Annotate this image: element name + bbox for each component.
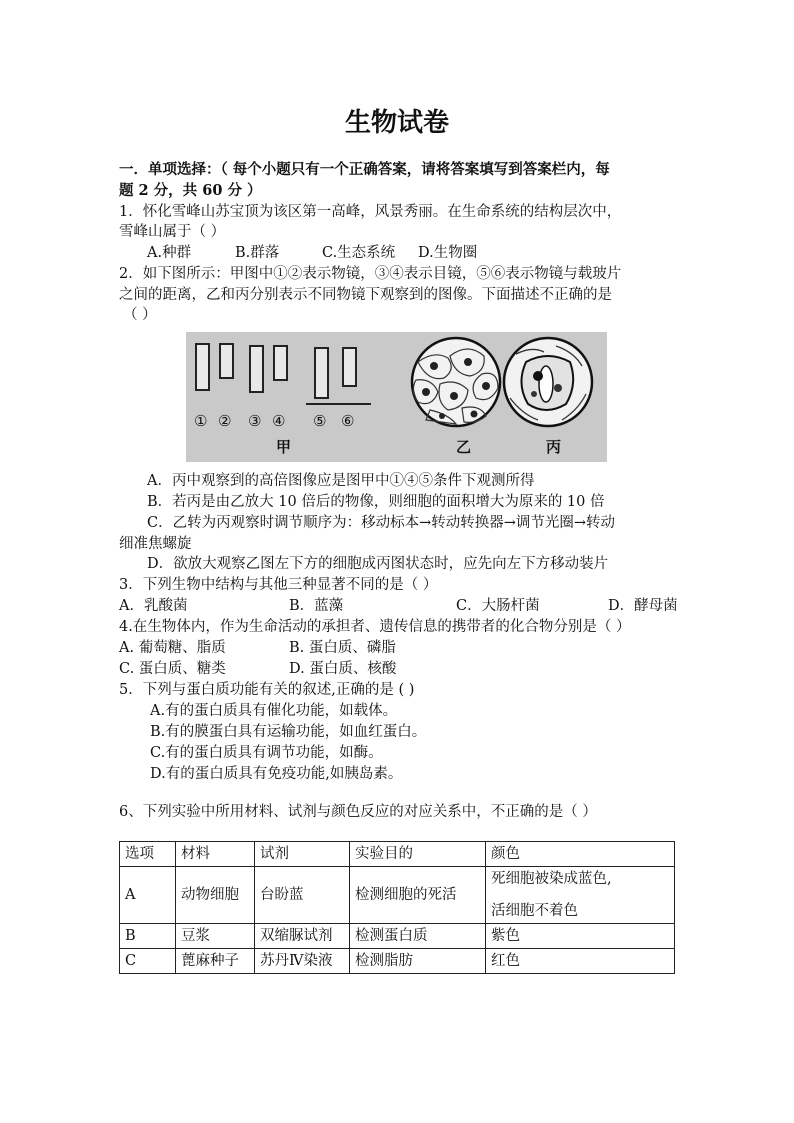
q6-table <box>119 841 675 974</box>
label-5: ⑤ <box>313 412 327 430</box>
q2-option-c-line1: C．乙转为丙观察时调节顺序为：移动标本→转动转换器→调节光圈→转动 <box>147 515 616 531</box>
q5-stem: 5．下列与蛋白质功能有关的叙述,正确的是 ( ) <box>119 682 415 698</box>
cell-option: A <box>120 867 176 924</box>
q2-stem-line3: （ ） <box>123 307 157 323</box>
header-reagent: 试剂 <box>255 842 350 867</box>
label-1: ① <box>194 412 208 430</box>
label-2: ② <box>218 412 232 430</box>
cell-color-line2: 活细胞不着色 <box>491 903 578 919</box>
header-color: 颜色 <box>486 842 675 867</box>
cell-option: C <box>120 949 176 974</box>
q1-option-d: D.生物圈 <box>418 245 478 261</box>
q1-stem-line1: 1．怀化雪峰山苏宝顶为该区第一高峰，风景秀丽。在生命系统的结构层次中， <box>119 204 622 220</box>
q1-option-c: C.生态系统 <box>322 245 396 261</box>
q2-option-b: B．若丙是由乙放大 10 倍后的物像，则细胞的面积增大为原来的 10 倍 <box>147 494 605 510</box>
panel-label-jia: 甲 <box>276 438 292 456</box>
cells-view-yi <box>412 338 500 426</box>
table-header-row <box>120 842 675 867</box>
cell-option: B <box>120 924 176 949</box>
page-title: 生物试卷 <box>344 108 449 138</box>
cells-view-bing <box>504 338 592 426</box>
section-heading-line1: 一．单项选择：（ 每个小题只有一个正确答案，请将答案填写到答案栏内，每 <box>119 161 610 178</box>
cell-reagent: 台盼蓝 <box>255 867 350 924</box>
q6-stem: 6、下列实验中所用材料、试剂与颜色反应的对应关系中，不正确的是（ ） <box>119 804 597 820</box>
q3-option-b: B．蓝藻 <box>289 598 344 614</box>
q5-option-b: B.有的膜蛋白具有运输功能，如血红蛋白。 <box>150 724 427 740</box>
label-6: ⑥ <box>341 412 355 430</box>
objective-lens-1 <box>196 344 209 390</box>
q5-option-d: D.有的蛋白质具有免疫功能,如胰岛素。 <box>150 766 403 782</box>
microscope-figure <box>186 332 607 462</box>
q3-option-c: C．大肠杆菌 <box>456 598 540 614</box>
q2-option-d: D．欲放大观察乙图左下方的细胞成丙图状态时，应先向左下方移动装片 <box>147 556 609 572</box>
cell-purpose: 检测细胞的死活 <box>350 867 486 924</box>
cell-material: 蓖麻种子 <box>176 949 255 974</box>
q4-option-b: B. 蛋白质、磷脂 <box>289 640 396 656</box>
table-row <box>120 924 675 949</box>
panel-label-yi: 乙 <box>456 438 472 456</box>
q5-option-c: C.有的蛋白质具有调节功能，如酶。 <box>150 745 383 761</box>
cell-color <box>486 867 675 924</box>
q1-stem-line2: 雪峰山属于（ ） <box>119 224 226 240</box>
cell-color: 紫色 <box>486 924 675 949</box>
q3-stem: 3．下列生物中结构与其他三种显著不同的是（ ） <box>119 577 438 593</box>
label-4: ④ <box>272 412 286 430</box>
q4-option-c: C. 蛋白质、糖类 <box>119 661 226 677</box>
q4-option-a: A. 葡萄糖、脂质 <box>119 640 226 656</box>
cell-purpose: 检测脂肪 <box>350 949 486 974</box>
cell-material: 动物细胞 <box>176 867 255 924</box>
cell-color: 红色 <box>486 949 675 974</box>
header-option: 选项 <box>120 842 176 867</box>
q2-stem-line1: 2．如下图所示：甲图中①②表示物镜，③④表示目镜，⑤⑥表示物镜与载玻片 <box>119 266 622 282</box>
eyepiece-lens-4 <box>274 346 287 380</box>
cell-material: 豆浆 <box>176 924 255 949</box>
cell-reagent: 苏丹Ⅳ染液 <box>255 949 350 974</box>
header-material: 材料 <box>176 842 255 867</box>
table-row <box>120 867 675 924</box>
label-3: ③ <box>248 412 262 430</box>
section-heading-line2: 题 2 分，共 60 分 ） <box>119 182 262 199</box>
table-row <box>120 949 675 974</box>
q5-option-a: A.有的蛋白质具有催化功能，如载体。 <box>150 703 398 719</box>
q2-stem-line2: 之间的距离，乙和丙分别表示不同物镜下观察到的图像。下面描述不正确的是 <box>119 287 612 303</box>
q1-option-a: A.种群 <box>147 245 192 261</box>
q1-option-b: B.群落 <box>235 245 280 261</box>
header-purpose: 实验目的 <box>350 842 486 867</box>
objective-lens-2 <box>220 344 233 378</box>
cell-purpose: 检测蛋白质 <box>350 924 486 949</box>
q3-option-a: A．乳酸菌 <box>119 598 188 614</box>
panel-label-bing: 丙 <box>546 438 562 456</box>
cell-reagent: 双缩脲试剂 <box>255 924 350 949</box>
q3-option-d: D．酵母菌 <box>608 598 678 614</box>
cell-color-line1: 死细胞被染成蓝色, <box>491 871 612 887</box>
q4-option-d: D. 蛋白质、核酸 <box>289 661 397 677</box>
q2-option-a: A．丙中观察到的高倍图像应是图甲中①④⑤条件下观测所得 <box>147 473 535 489</box>
objective-distance-6 <box>343 348 356 386</box>
q4-stem: 4.在生物体内，作为生命活动的承担者、遗传信息的携带者的化合物分别是（ ） <box>119 619 631 635</box>
objective-distance-5 <box>315 348 328 398</box>
q2-option-c-line2: 细准焦螺旋 <box>119 536 192 552</box>
eyepiece-lens-3 <box>250 346 263 392</box>
